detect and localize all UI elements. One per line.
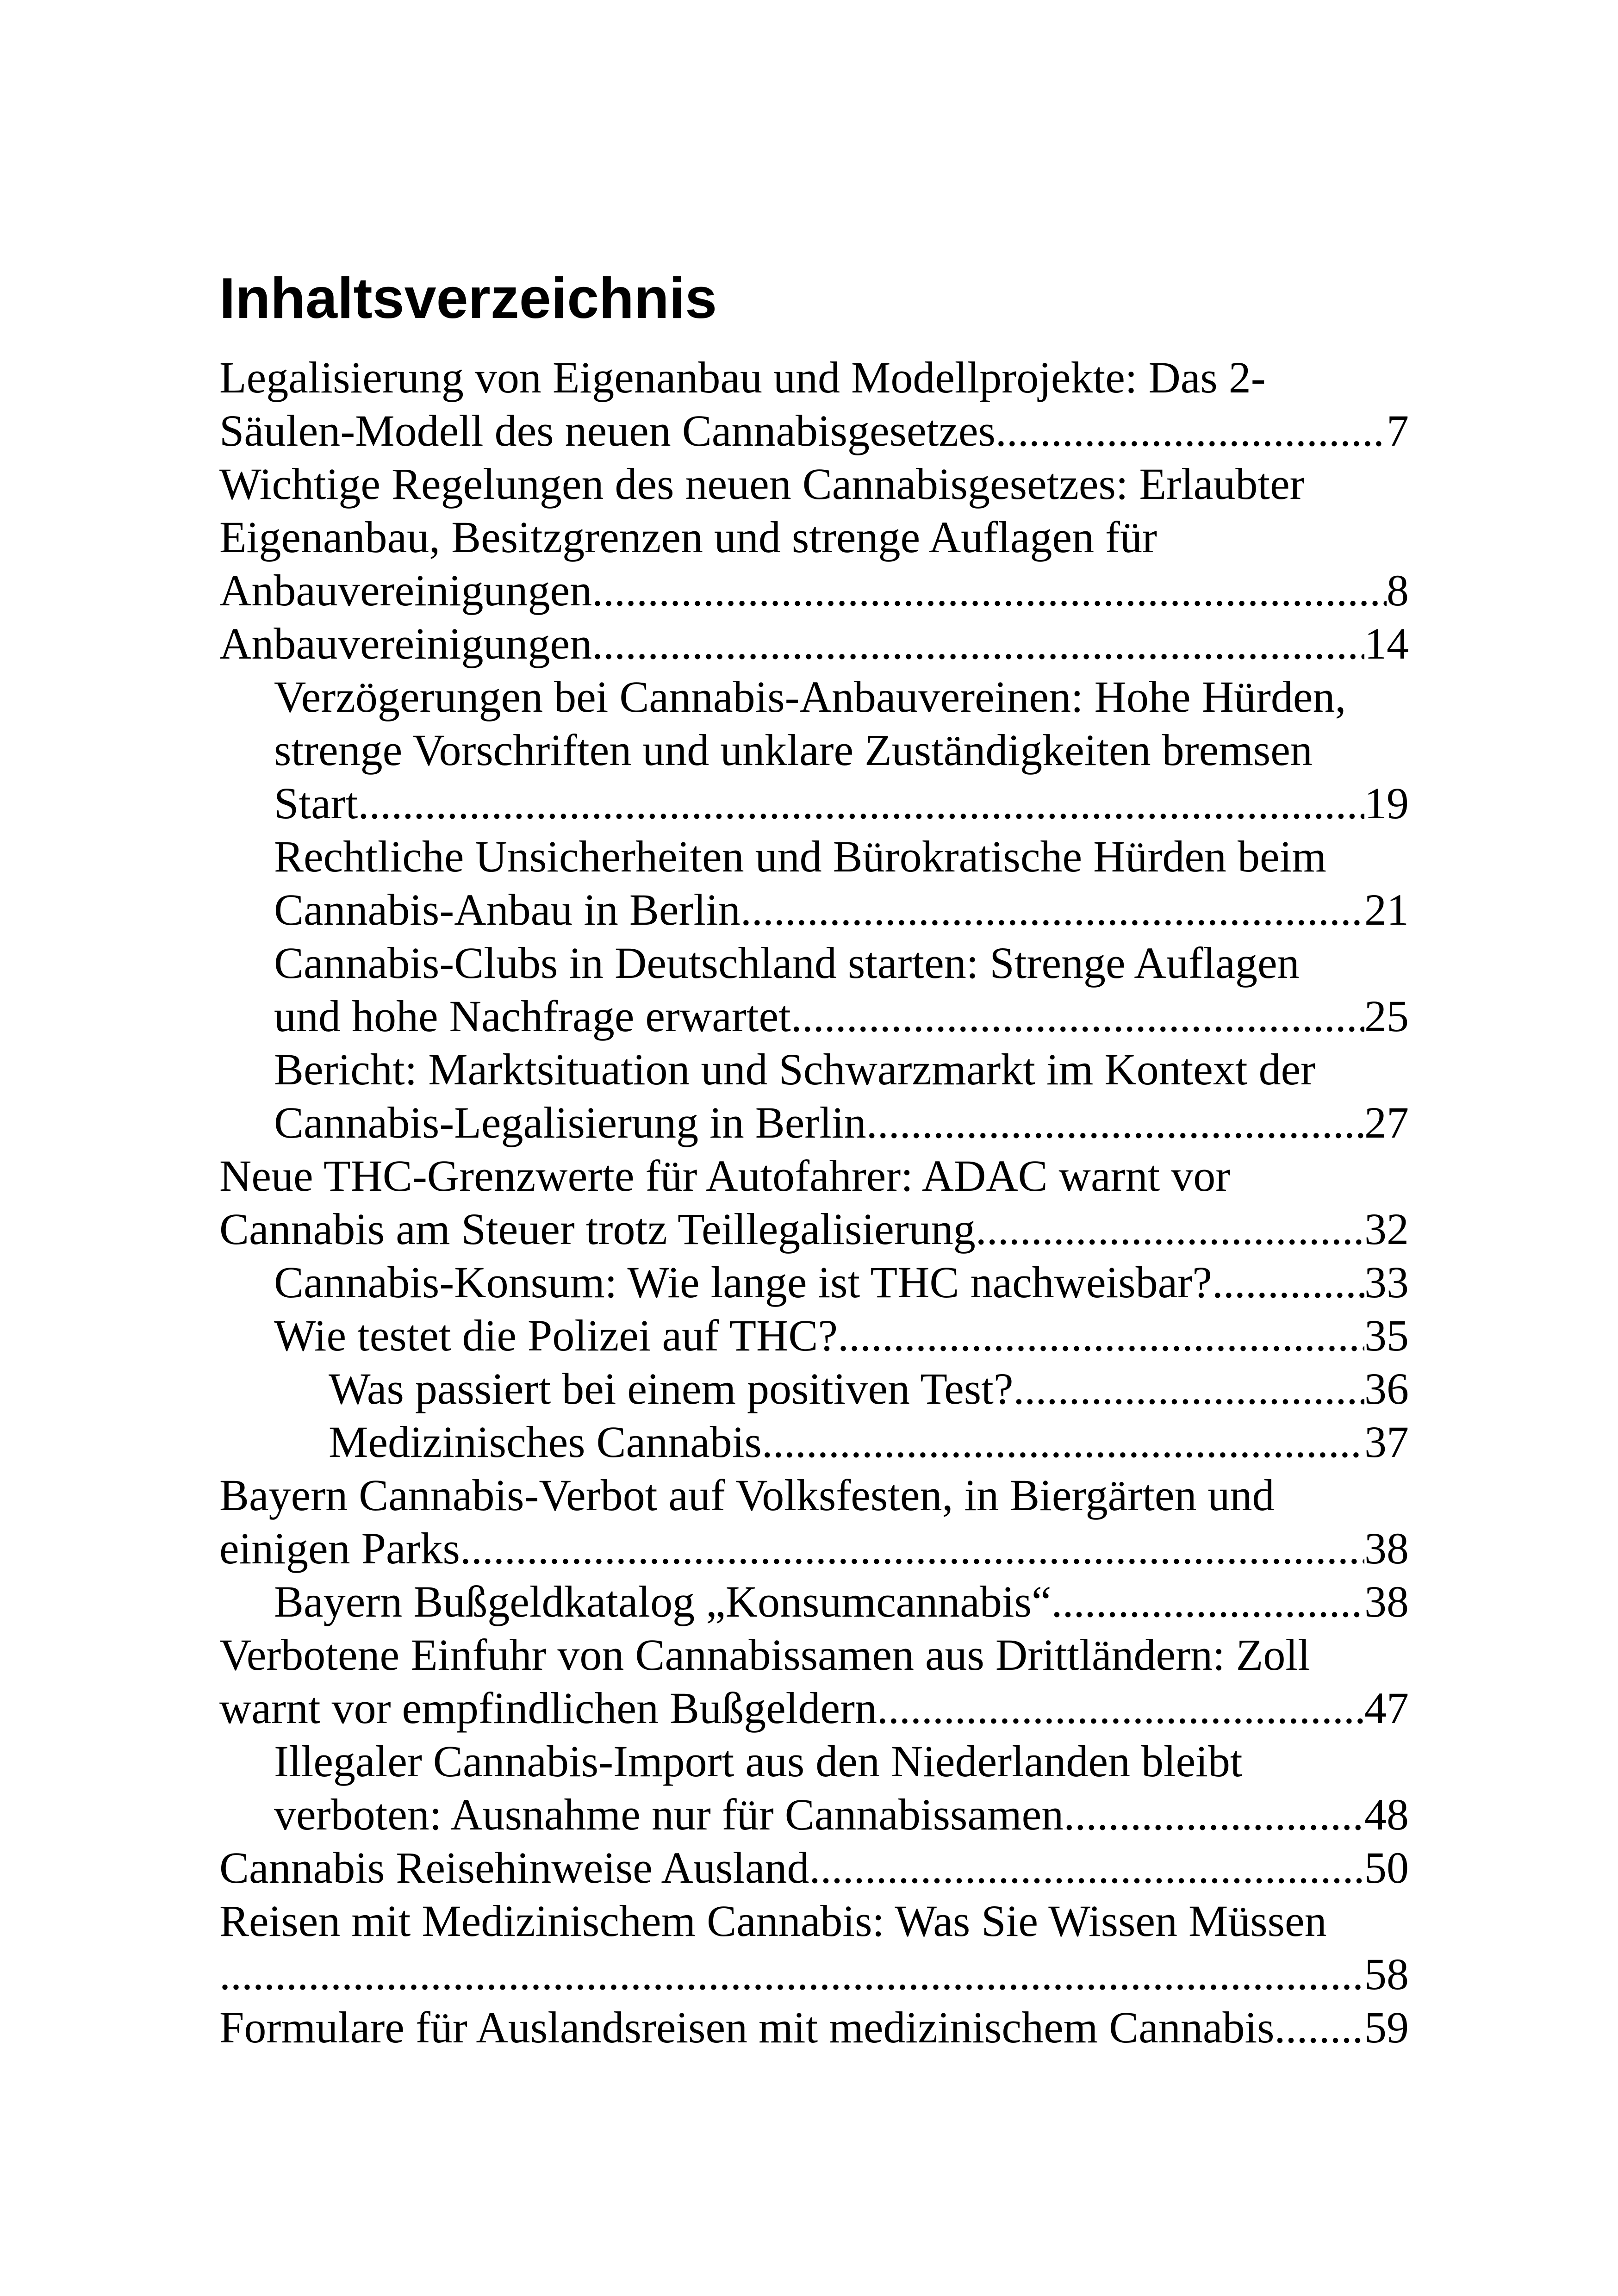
dot-leader (809, 1841, 1364, 1894)
toc-entry-text-line: Reisen mit Medizinischem Cannabis: Was Sie Wissen Müssen (219, 1896, 1327, 1946)
toc-entry-leader-line (219, 564, 1409, 617)
dot-leader (741, 883, 1364, 936)
toc-entry-text-line: Cannabis-Clubs in Deutschland starten: Strenge Auflagen (274, 938, 1300, 988)
toc-entry[interactable] (219, 1362, 1409, 1415)
toc-page-number: 19 (1364, 778, 1409, 828)
toc-entry[interactable] (219, 351, 1409, 457)
toc-entry[interactable] (219, 1149, 1409, 1256)
toc-entry-text-line: Eigenanbau, Besitzgrenzen und strenge Auflagen für (219, 512, 1157, 562)
toc-list (219, 351, 1409, 2054)
toc-entry-text-line: Säulen-Modell des neuen Cannabisgesetzes (219, 406, 996, 455)
toc-entry-text-line: Cannabis-Konsum: Wie lange ist THC nachweisbar? (274, 1257, 1212, 1307)
dot-leader (592, 564, 1387, 617)
toc-entry-leader-line (219, 1522, 1409, 1575)
dot-leader (996, 404, 1387, 457)
toc-entry-leader-line (219, 617, 1409, 670)
dot-leader (1212, 1256, 1364, 1309)
toc-entry[interactable] (219, 830, 1409, 936)
toc-entry[interactable] (219, 1841, 1409, 1894)
toc-page-number: 35 (1364, 1311, 1409, 1360)
toc-entry-leader-line (219, 2001, 1409, 2054)
toc-page-number: 50 (1364, 1843, 1409, 1892)
toc-page-number: 7 (1387, 406, 1409, 455)
dot-leader (592, 617, 1364, 670)
toc-entry[interactable] (219, 1628, 1409, 1735)
toc-page-number: 38 (1364, 1524, 1409, 1573)
toc-entry-text-line: Start (274, 778, 358, 828)
dot-leader (791, 989, 1364, 1043)
toc-entry[interactable] (219, 936, 1409, 1043)
toc-entry-leader-line (219, 1948, 1409, 2001)
toc-entry-text-line: Cannabis-Legalisierung in Berlin (274, 1098, 866, 1147)
dot-leader (976, 1202, 1364, 1256)
dot-leader (1052, 1575, 1364, 1628)
toc-entry[interactable] (219, 2001, 1409, 2054)
toc-entry[interactable] (219, 1415, 1409, 1468)
toc-entry[interactable] (219, 1735, 1409, 1841)
toc-entry-text-line: Cannabis Reisehinweise Ausland (219, 1843, 809, 1892)
toc-entry[interactable] (219, 1043, 1409, 1149)
toc-entry-text-line: Was passiert bei einem positiven Test? (329, 1364, 1014, 1413)
toc-entry-leader-line (274, 1575, 1409, 1628)
toc-entry-text-line: Wichtige Regelungen des neuen Cannabisgesetzes: Erlaubter (219, 459, 1305, 509)
toc-page-number: 25 (1364, 991, 1409, 1041)
toc-entry-text-line: Bayern Cannabis-Verbot auf Volksfesten, in Biergärten und (219, 1470, 1275, 1520)
toc-title: Inhaltsverzeichnis (219, 267, 717, 330)
toc-entry-leader-line (274, 1096, 1409, 1149)
toc-entry-text-line: warnt vor empfindlichen Bußgeldern (219, 1683, 877, 1733)
toc-entry[interactable] (219, 1309, 1409, 1362)
dot-leader (1013, 1362, 1364, 1415)
toc-entry-text-line: Verzögerungen bei Cannabis-Anbauvereinen: Hohe Hürden, (274, 672, 1346, 722)
toc-entry-text-line: Medizinisches Cannabis (329, 1417, 762, 1467)
dot-leader (219, 1948, 1364, 2001)
toc-entry-text-line: strenge Vorschriften und unklare Zuständigkeiten bremsen (274, 725, 1313, 775)
dot-leader (460, 1522, 1364, 1575)
toc-page-number: 32 (1364, 1204, 1409, 1254)
toc-entry-leader-line (274, 883, 1409, 936)
toc-entry[interactable] (219, 1468, 1409, 1575)
toc-entry-text-line: Neue THC-Grenzwerte für Autofahrer: ADAC warnt vor (219, 1151, 1231, 1201)
toc-entry-leader-line (219, 1681, 1409, 1735)
toc-page-number: 33 (1364, 1257, 1409, 1307)
dot-leader (1275, 2001, 1364, 2054)
toc-entry-text-line: Bayern Bußgeldkatalog „Konsumcannabis“ (274, 1577, 1052, 1626)
toc-entry-leader-line (274, 1309, 1409, 1362)
toc-entry[interactable] (219, 1894, 1409, 2001)
toc-page-number: 8 (1387, 566, 1409, 615)
toc-entry-leader-line (274, 1256, 1409, 1309)
dot-leader (358, 777, 1364, 830)
toc-entry-text-line: Formulare für Auslandsreisen mit medizinischem Cannabis (219, 2003, 1275, 2052)
toc-entry-text-line: Verbotene Einfuhr von Cannabissamen aus Drittländern: Zoll (219, 1630, 1310, 1680)
toc-page-number: 58 (1364, 1949, 1409, 1999)
toc-entry-text-line: Wie testet die Polizei auf THC? (274, 1311, 838, 1360)
dot-leader (838, 1309, 1364, 1362)
toc-entry-text-line: verboten: Ausnahme nur für Cannabissamen (274, 1790, 1064, 1839)
toc-entry-leader-line (329, 1415, 1409, 1468)
toc-page-number: 27 (1364, 1098, 1409, 1147)
toc-page-number: 14 (1364, 619, 1409, 668)
toc-entry-leader-line (329, 1362, 1409, 1415)
toc-page-number: 36 (1364, 1364, 1409, 1413)
toc-entry-text-line: einigen Parks (219, 1524, 460, 1573)
toc-page (219, 259, 1409, 2054)
toc-entry-text-line: Rechtliche Unsicherheiten und Bürokratische Hürden beim (274, 832, 1326, 881)
toc-entry[interactable] (219, 617, 1409, 670)
toc-entry[interactable] (219, 457, 1409, 617)
dot-leader (877, 1681, 1364, 1735)
toc-page-number: 47 (1364, 1683, 1409, 1733)
toc-entry-text-line: Anbauvereinigungen (219, 566, 592, 615)
toc-page-number: 59 (1364, 2003, 1409, 2052)
toc-entry[interactable] (219, 1256, 1409, 1309)
toc-entry-text-line: Cannabis-Anbau in Berlin (274, 885, 741, 934)
toc-entry-leader-line (219, 1202, 1409, 1256)
toc-page-number: 48 (1364, 1790, 1409, 1839)
dot-leader (1064, 1788, 1364, 1841)
toc-entry-leader-line (219, 1841, 1409, 1894)
toc-entry-leader-line (219, 404, 1409, 457)
toc-entry-leader-line (274, 989, 1409, 1043)
toc-page-number: 38 (1364, 1577, 1409, 1626)
toc-page-number: 21 (1364, 885, 1409, 934)
toc-entry-text-line: und hohe Nachfrage erwartet (274, 991, 791, 1041)
toc-page-number: 37 (1364, 1417, 1409, 1467)
dot-leader (866, 1096, 1364, 1149)
toc-entry[interactable] (219, 670, 1409, 830)
toc-entry[interactable] (219, 1575, 1409, 1628)
toc-entry-text-line: Cannabis am Steuer trotz Teillegalisierung (219, 1204, 976, 1254)
toc-entry-text-line: Legalisierung von Eigenanbau und Modellprojekte: Das 2- (219, 353, 1266, 402)
toc-entry-leader-line (274, 777, 1409, 830)
toc-entry-leader-line (274, 1788, 1409, 1841)
toc-entry-text-line: Anbauvereinigungen (219, 619, 592, 668)
toc-entry-text-line: Illegaler Cannabis-Import aus den Niederlanden bleibt (274, 1736, 1243, 1786)
toc-entry-text-line: Bericht: Marktsituation und Schwarzmarkt im Kontext der (274, 1045, 1316, 1094)
dot-leader (762, 1415, 1364, 1468)
